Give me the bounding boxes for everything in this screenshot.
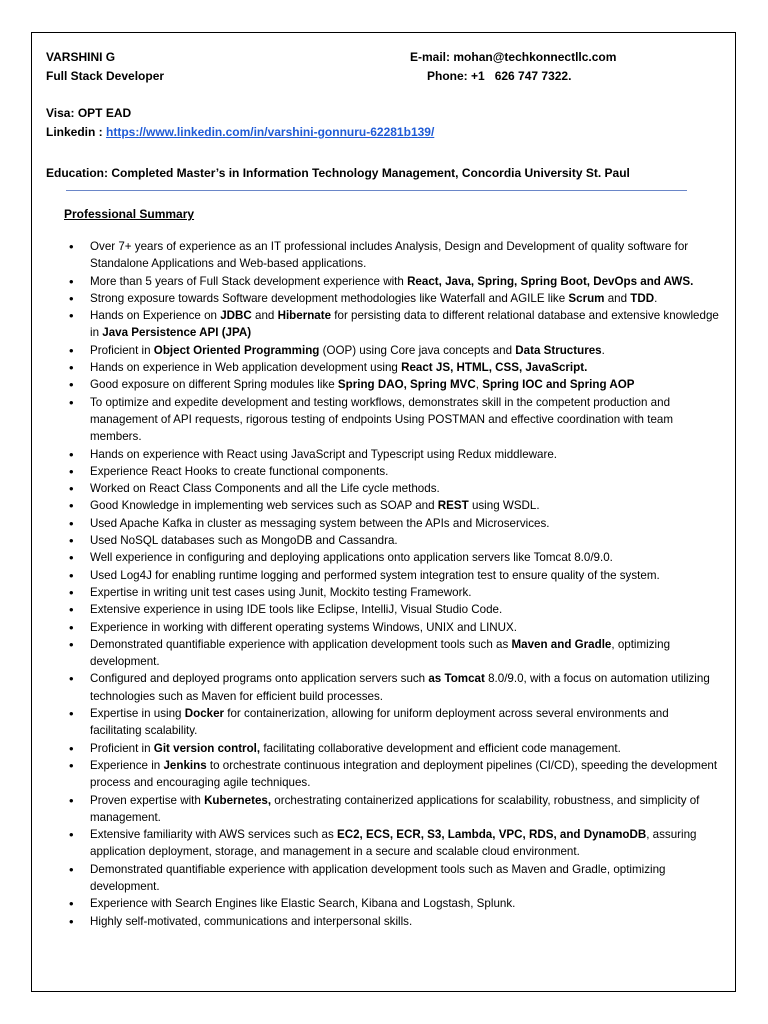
email-row [410,48,616,67]
summary-item-bold-text: React JS, HTML, CSS, JavaScript. [401,361,588,375]
summary-item-bold-text: Maven and Gradle [511,637,612,651]
summary-item-text: To optimize and expedite development and testing workflows, demonstrates skill in the competent production and management of API requests, rigorous testing of endpoints Using POSTMAN and effective coordination with team members. [90,395,674,444]
summary-item-text: orchestrating containerized applications for scalability, robustness, and simplicity of management. [90,793,700,824]
summary-item-text: for containerization, allowing for uniform deployment across several environments and facilitating scalability. [90,707,669,738]
summary-item [68,480,723,497]
summary-item-bold-text: Spring DAO, Spring MVC [337,378,476,392]
summary-item-text: Proven expertise with [90,793,205,807]
candidate-title: Full Stack Developer [46,69,165,83]
summary-item [68,895,723,912]
summary-item [68,446,723,463]
summary-item-text: Highly self-motivated, communications and interpersonal skills. [90,914,413,928]
summary-item [68,273,723,290]
header-left [46,48,164,86]
summary-item-bold-text: React, Java, Spring, Spring Boot, DevOps and AWS. [407,274,694,288]
summary-item-bold-text: Scrum [568,291,605,305]
summary-item-bold-text: EC2, ECS, ECR, S3, Lambda, VPC, RDS, and DynamoDB [336,828,647,842]
education-value: Completed Master’s in Information Technology Management, Concordia University St. Paul [111,166,630,180]
summary-item [68,463,723,480]
summary-item-text: Hands on Experience on [90,309,221,323]
phone-row [410,67,616,86]
summary-item-bold-text: Jenkins [163,758,207,772]
summary-item-text: to orchestrate continuous integration and deployment pipelines (CI/CD), speeding the development process and encouraging agile techniques. [90,758,718,790]
summary-item-text: and [251,309,278,323]
email-label: E-mail: [410,50,451,64]
education-line [46,164,630,183]
summary-item-bold-text: TDD [630,291,655,305]
summary-item-text: , [475,378,483,392]
summary-item [68,705,723,740]
summary-item-bold-text: Object Oriented Programming [153,343,320,357]
summary-item [68,342,723,359]
summary-item-text: (OOP) using Core java concepts and [319,343,516,357]
summary-item [68,359,723,376]
summary-item-text: Expertise in writing unit test cases using Junit, Mockito testing Framework. [90,585,472,599]
summary-item-text: Good Knowledge in implementing web services such as SOAP and [90,499,438,513]
summary-item-text: Over 7+ years of experience as an IT professional includes Analysis, Design and Development of quality software for Standalone Applications and Web-based applications. [90,240,689,271]
summary-item-text: Hands on experience with React using JavaScript and Typescript using Redux middleware. [90,447,558,461]
summary-item [68,290,723,307]
summary-item [68,601,723,618]
summary-item-text: using WSDL. [468,499,540,513]
summary-item-bold-text: Spring IOC and Spring AOP [482,378,635,392]
summary-item [68,376,723,393]
summary-item-bold-text: Java Persistence API (JPA) [102,326,252,340]
summary-item-text: Proficient in [90,741,154,755]
summary-item-text: Experience React Hooks to create functional components. [90,464,389,478]
linkedin-row [46,123,434,142]
summary-item [68,497,723,514]
phone-value: +1 626 747 7322. [471,69,572,83]
education-label: Education: [46,166,108,180]
linkedin-label: Linkedin : [46,125,103,139]
visa-label: Visa: [46,106,75,120]
summary-item-text: Worked on React Class Components and all the Life cycle methods. [90,482,440,496]
summary-item [68,515,723,532]
summary-item [68,619,723,636]
summary-item [68,584,723,601]
summary-item-bold-text: Hibernate [277,309,332,323]
summary-item-text: Used Log4J for enabling runtime logging and performed system integration test to ensure quality of the system. [90,568,660,582]
summary-item-text: Demonstrated quantifiable experience with application development tools such as [90,637,512,651]
phone-label: Phone: [427,69,468,83]
summary-item [68,913,723,930]
summary-item [68,307,723,342]
visa-row [46,104,434,123]
summary-item-text: Strong exposure towards Software development methodologies like Waterfall and AGILE like [90,291,569,305]
summary-item-text: . [654,291,658,305]
summary-item-bold-text: JDBC [220,309,252,323]
section-divider [66,190,687,191]
summary-item-text: and [604,291,631,305]
visa-value: OPT EAD [77,106,132,120]
summary-item-text: facilitating collaborative development and efficient code management. [260,741,621,755]
summary-item [68,567,723,584]
summary-item-text: Experience in [90,758,164,772]
summary-item [68,740,723,757]
summary-item [68,757,723,792]
summary-item [68,670,723,705]
summary-item [68,549,723,566]
summary-list [68,238,723,930]
summary-item-bold-text: REST [437,499,469,513]
summary-item [68,394,723,446]
summary-item-text: Well experience in configuring and deploying applications onto application servers like Tomcat 8.0/9.0. [90,551,613,565]
summary-item-text: Experience with Search Engines like Elastic Search, Kibana and Logstash, Splunk. [90,897,516,911]
summary-item-text: Expertise in using [90,707,185,721]
summary-item-text: Experience in working with different operating systems Windows, UNIX and LINUX. [90,620,518,634]
summary-item [68,861,723,896]
email-value: mohan@techkonnectllc.com [453,50,617,64]
summary-item-text: Proficient in [90,343,154,357]
summary-item-text: . [601,343,605,357]
summary-item [68,532,723,549]
summary-item-text: More than 5 years of Full Stack development experience with [90,274,408,288]
summary-item-text: Used NoSQL databases such as MongoDB and Cassandra. [90,534,398,548]
linkedin-link[interactable]: https://www.linkedin.com/in/varshini-gonnuru-62281b139/ [106,125,435,139]
header-contact [410,48,616,86]
visa-block [46,104,434,142]
summary-item [68,826,723,861]
summary-item-text: Configured and deployed programs onto application servers such [90,672,429,686]
resume-page [31,32,736,992]
summary-item-text: Good exposure on different Spring modules like [90,378,338,392]
summary-item-text: Demonstrated quantifiable experience with application development tools such as Maven and Gradle, optimizing development. [90,862,666,893]
summary-item-bold-text: Docker [184,707,225,721]
summary-item-bold-text: as Tomcat [428,672,485,686]
summary-item [68,792,723,827]
summary-item-text: , optimizing development. [90,637,671,669]
summary-item-text: Hands on experience in Web application development using [90,361,402,375]
summary-item-bold-text: Kubernetes, [204,793,272,807]
summary-item-text: for persisting data to different relational database and extensive knowledge in [90,309,719,340]
summary-item [68,238,723,273]
summary-item-bold-text: Data Structures [515,343,602,357]
professional-summary-heading: Professional Summary [64,207,195,221]
candidate-name: VARSHINI G [46,50,116,64]
summary-item-text: , assuring application deployment, storage, and management in a secure and scalable cloud environment. [90,828,697,859]
summary-item-text: Used Apache Kafka in cluster as messaging system between the APIs and Microservices. [90,516,550,530]
summary-item-text: 8.0/9.0, with a focus on automation utilizing technologies such as Maven for efficient build processes. [90,672,710,703]
summary-item-text: Extensive experience in using IDE tools like Eclipse, IntelliJ, Visual Studio Code. [90,603,503,617]
summary-item [68,636,723,671]
summary-item-bold-text: Git version control, [153,741,261,755]
summary-item-text: Extensive familiarity with AWS services such as [90,828,337,842]
